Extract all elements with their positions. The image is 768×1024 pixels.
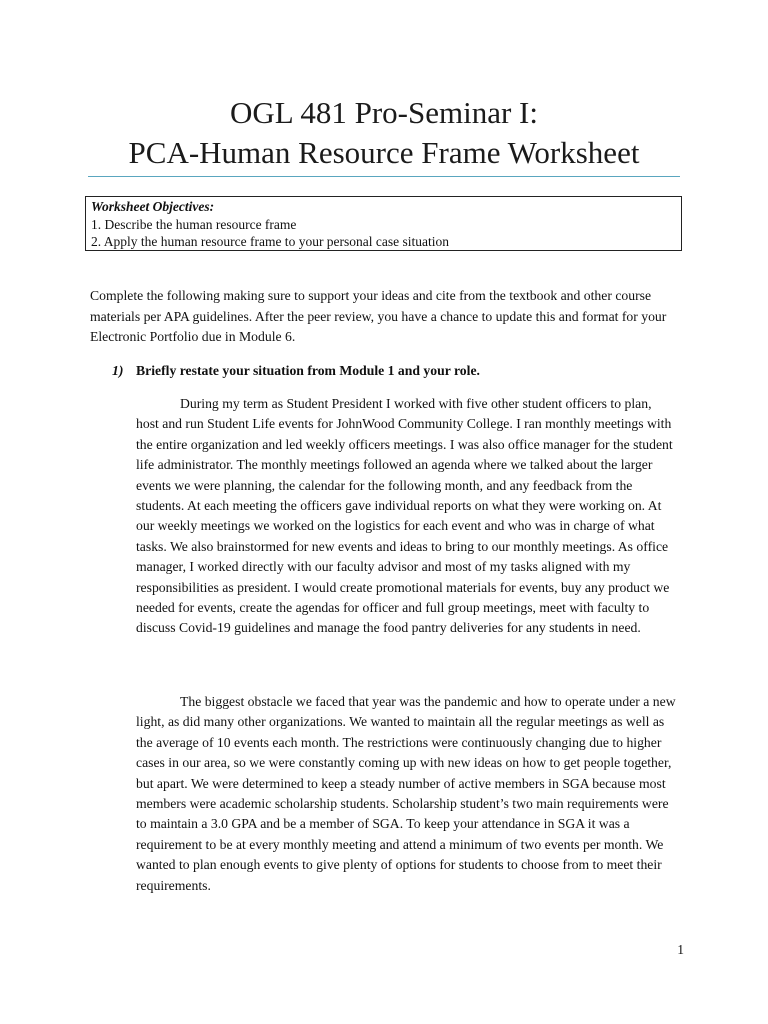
page-number: 1: [677, 942, 684, 957]
objective-item: 2. Apply the human resource frame to your personal case situation: [91, 234, 450, 249]
objectives-heading: Worksheet Objectives:: [91, 199, 215, 214]
answer-paragraph-2: [136, 692, 676, 896]
title-divider: [88, 176, 680, 177]
objective-item: 1. Describe the human resource frame: [91, 216, 297, 232]
title-line-1: OGL 481 Pro-Seminar I:: [230, 95, 538, 130]
title-line-2: PCA-Human Resource Frame Worksheet: [128, 135, 640, 170]
intro-paragraph: Complete the following making sure to support your ideas and cite from the textbook and other course materials per APA guidelines. After the peer review, you have a chance to update this and format for your Electronic Portfolio due in Module 6.: [90, 288, 667, 344]
question-number: 1): [112, 363, 124, 378]
paragraph-text: During my term as Student President I worked with five other student officers to plan, host and run Student Life events for JohnWood Community College. I ran monthly meetings with the entire organization and led weekly officers meetings. I was also office manager for the student life administrator. The monthly meetings followed an agenda where we talked about the larger events we were planning, the calendar for the following month, and any feedback from the students. At each meeting the officers gave individual reports on what they were working on. At our weekly meetings we worked on the logistics for each event and who was in charge of what tasks. We also brainstormed for new events and ideas to bring to our monthly meetings. As office manager, I worked directly with our faculty advisor and most of my tasks aligned with my responsibilities as president. I would create promotional materials for events, buy any product we needed for events, create the agendas for officer and full group meetings, meet with faculty to discuss Covid-19 guidelines and manage the food pantry deliveries for any students in need.: [136, 396, 673, 636]
paragraph-text: The biggest obstacle we faced that year was the pandemic and how to operate under a new light, as did many other organizations. We wanted to maintain all the regular meetings as well as the average of 10 events each month. The restrictions were continuously changing due to higher cases in our area, so we were constantly coming up with new ideas on how to get people together, but apart. We were determined to keep a steady number of active members in SGA because most members were academic scholarship students. Scholarship student’s two main requirements were to maintain a 3.0 GPA and be a member of SGA. To keep your attendance in SGA it was a requirement to be at every monthly meeting and attend a minimum of two events per month. We wanted to plan enough events to give plenty of options for students to choose from to meet their requirements.: [136, 694, 676, 893]
page-title: [88, 93, 680, 173]
question-1: [112, 361, 672, 381]
objectives-box: [85, 196, 682, 251]
answer-paragraph-1: [136, 394, 676, 639]
question-text: Briefly restate your situation from Module 1 and your role.: [136, 363, 480, 378]
